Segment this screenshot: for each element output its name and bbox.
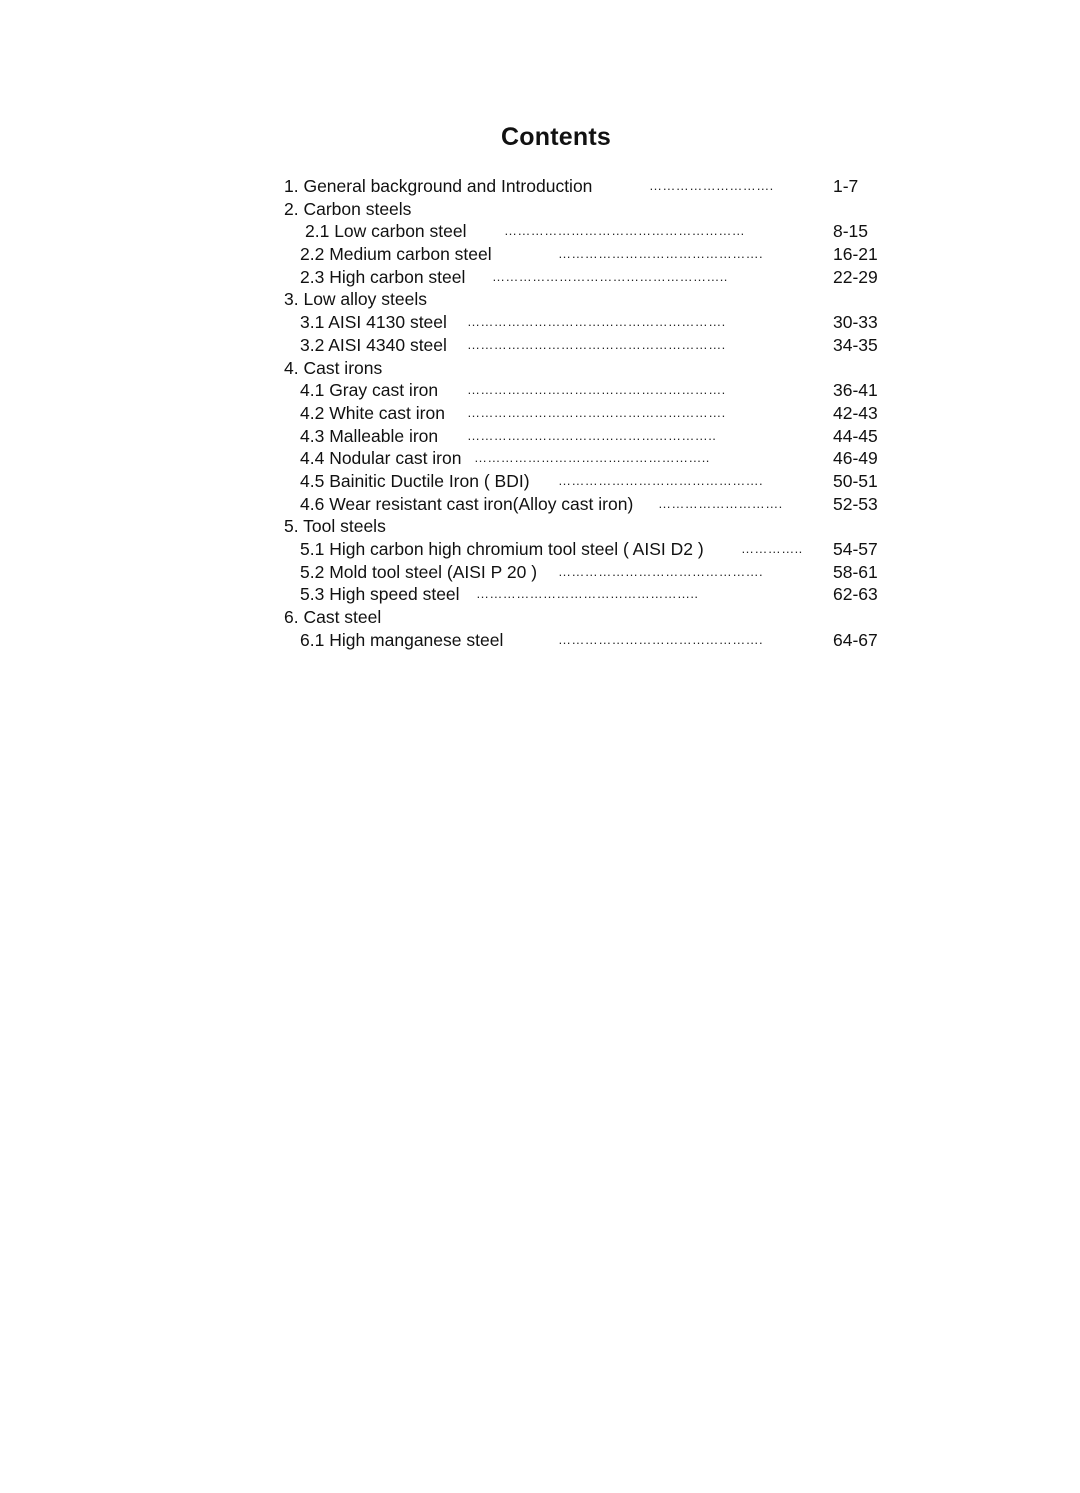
- toc-dot-leader: ……………………….: [658, 495, 783, 511]
- toc-dot-leader: …………..: [741, 541, 803, 556]
- toc-dot-leader: ……………………………………….: [558, 472, 764, 488]
- toc-page-number: 16-21: [833, 244, 878, 265]
- toc-page-number: 50-51: [833, 470, 878, 491]
- toc-entry-label: 4.5 Bainitic Ductile Iron ( BDI): [300, 470, 530, 491]
- toc-dot-leader: ………………………………………………….: [467, 336, 726, 352]
- toc-page-number: 34-35: [833, 334, 878, 355]
- toc-page-number: 58-61: [833, 561, 878, 582]
- page-title: Contents: [501, 123, 611, 151]
- toc-entry: [284, 470, 884, 493]
- toc-page-number: 52-53: [833, 493, 878, 514]
- toc-entry: [284, 583, 884, 606]
- toc-entry: [284, 515, 884, 538]
- toc-entry: [284, 198, 884, 221]
- toc-dot-leader: ……………………………………….: [558, 563, 764, 579]
- toc-dot-leader: ……………………………………….: [558, 631, 764, 647]
- toc-entry-label: 5.3 High speed steel: [300, 584, 460, 605]
- toc-page-number: 44-45: [833, 425, 878, 446]
- toc-page-number: 62-63: [833, 584, 878, 605]
- toc-page-number: 64-67: [833, 629, 878, 650]
- toc-entry-label: 4.1 Gray cast iron: [300, 380, 439, 401]
- toc-entry: [284, 357, 884, 380]
- toc-page-number: 1-7: [833, 176, 859, 196]
- toc-entry: [284, 266, 884, 289]
- toc-dot-leader: ………………………………………………….: [467, 404, 726, 420]
- toc-entry: [284, 311, 884, 334]
- toc-dot-leader: ………………………………………………….: [467, 314, 726, 330]
- toc-entry: [284, 175, 884, 198]
- toc-entry: [284, 288, 884, 311]
- toc-dot-leader: ……………………………………….: [558, 246, 764, 262]
- toc-entry: [284, 561, 884, 584]
- toc-entry: [284, 402, 884, 425]
- toc-entry-label: 5.2 Mold tool steel (AISI P 20 ): [300, 561, 538, 582]
- toc-page-number: 22-29: [833, 266, 878, 287]
- toc-entry: [284, 447, 884, 470]
- toc-entry-label: 4.4 Nodular cast iron: [300, 448, 462, 469]
- toc-entry: [284, 425, 884, 448]
- toc-entry: [284, 629, 884, 652]
- toc-entry: [284, 243, 884, 266]
- toc-dot-leader: ……………………………………………..: [492, 268, 728, 284]
- toc-entry-label: 3.2 AISI 4340 steel: [300, 334, 447, 355]
- table-of-contents: [284, 175, 884, 651]
- toc-entry-label: 2.1 Low carbon steel: [305, 221, 467, 242]
- toc-dot-leader: …………………………………………..: [476, 586, 699, 602]
- toc-entry-label: 4.3 Malleable iron: [300, 425, 439, 446]
- toc-entry-label: 4. Cast irons: [284, 357, 383, 378]
- toc-entry-label: 6.1 High manganese steel: [300, 629, 504, 650]
- toc-dot-leader: ………………………………………………….: [467, 382, 726, 398]
- toc-entry: [284, 493, 884, 516]
- toc-entry-label: 4.2 White cast iron: [300, 402, 445, 423]
- toc-page-number: 8-15: [833, 221, 869, 242]
- toc-page-number: 46-49: [833, 448, 878, 469]
- toc-entry-label: 2.2 Medium carbon steel: [300, 244, 492, 265]
- toc-entry-label: 2.3 High carbon steel: [300, 266, 466, 287]
- toc-entry-label: 3. Low alloy steels: [284, 289, 427, 310]
- toc-entry-label: 5.1 High carbon high chromium tool steel ( AISI D2 ): [300, 539, 704, 559]
- toc-entry-label: 6. Cast steel: [284, 607, 382, 628]
- toc-entry: [284, 379, 884, 402]
- toc-entry: [284, 606, 884, 629]
- toc-entry: [284, 538, 884, 561]
- toc-page-number: 30-33: [833, 312, 878, 333]
- toc-dot-leader: ……………………….: [649, 178, 774, 193]
- toc-entry-label: 1. General background and Introduction: [284, 176, 593, 196]
- toc-entry: [284, 220, 884, 243]
- toc-page-number: 36-41: [833, 380, 878, 401]
- toc-dot-leader: ………………………………………………..: [467, 427, 717, 443]
- toc-dot-leader: ……………………………………………..: [474, 450, 710, 466]
- toc-entry-label: 3.1 AISI 4130 steel: [300, 312, 447, 333]
- toc-entry: [284, 334, 884, 357]
- toc-entry-label: 4.6 Wear resistant cast iron(Alloy cast iron): [300, 493, 634, 514]
- toc-page-number: 54-57: [833, 539, 878, 559]
- toc-dot-leader: ………………………………………………: [504, 223, 746, 239]
- toc-page-number: 42-43: [833, 402, 878, 423]
- toc-entry-label: 2. Carbon steels: [284, 198, 412, 219]
- toc-entry-label: 5. Tool steels: [284, 516, 386, 537]
